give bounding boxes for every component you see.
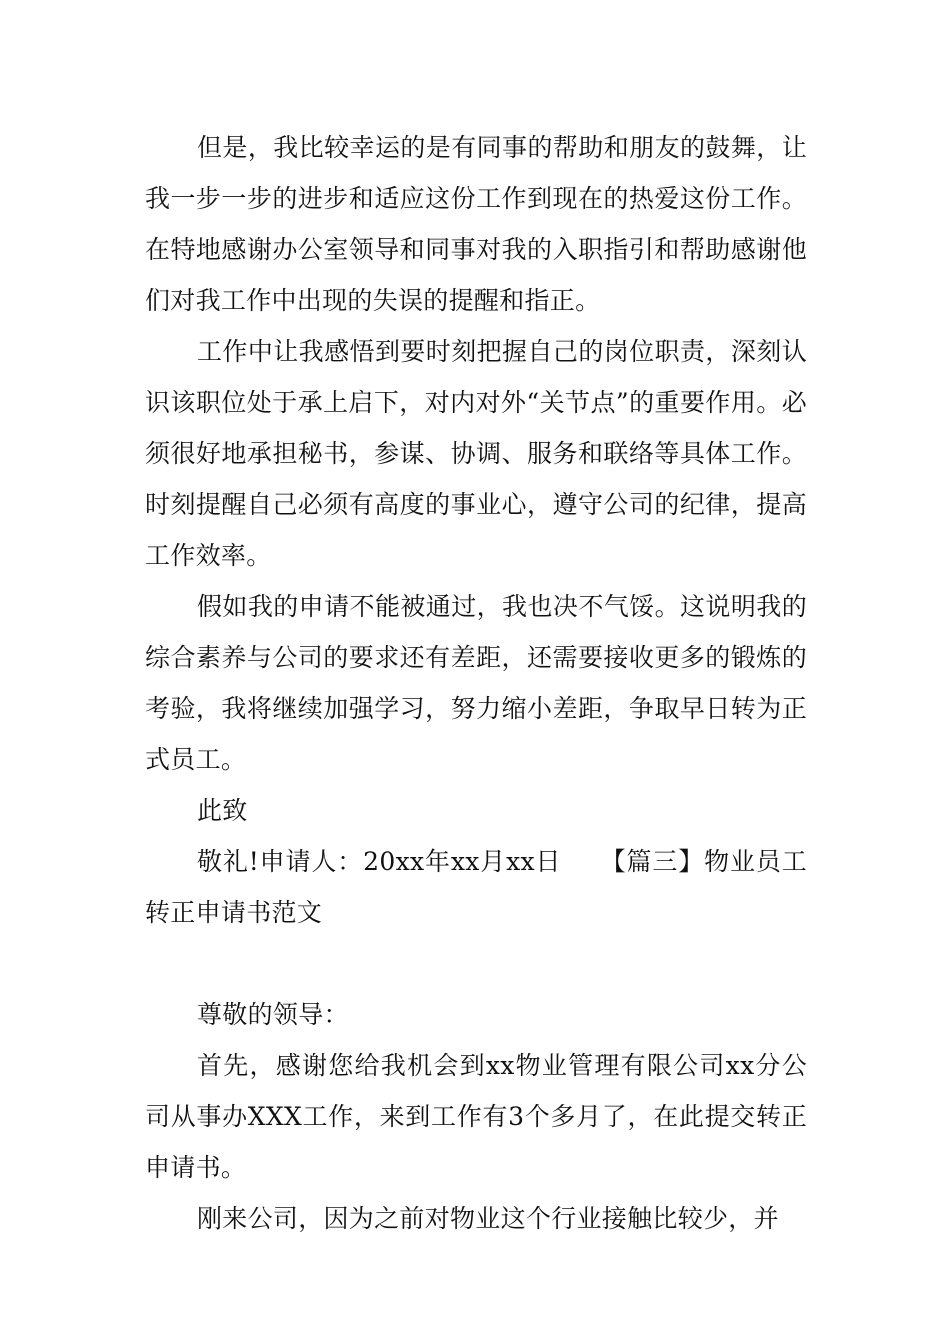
paragraph-intro: 首先，感谢您给我机会到xx物业管理有限公司xx分公司从事办XXX工作，来到工作有3个多月了，在此提交转正申请书。: [145, 1051, 807, 1182]
closing-line: 此致: [197, 796, 248, 825]
signature-and-section-title: 敬礼!申请人：20xx年xx月xx日 【篇三】物业员工转正申请书范文: [145, 847, 807, 927]
paragraph-gratitude: 但是，我比较幸运的是有同事的帮助和朋友的鼓舞，让我一步一步的进步和适应这份工作到现在的热爱这份工作。在特地感谢办公室领导和同事对我的入职指引和帮助感谢他们对我工作中出现的失误的提醒和指正。: [145, 133, 807, 315]
salutation: 尊敬的领导：: [197, 1000, 349, 1029]
document-page: [145, 122, 807, 1244]
paragraph-resolve: 假如我的申请不能被通过，我也决不气馁。这说明我的综合素养与公司的要求还有差距，还需要接收更多的锻炼的考验，我将继续加强学习，努力缩小差距，争取早日转为正式员工。: [145, 592, 807, 774]
paragraph-start: 刚来公司，因为之前对物业这个行业接触比较少，并: [197, 1204, 779, 1233]
paragraph-duties: 工作中让我感悟到要时刻把握自己的岗位职责，深刻认识该职位处于承上启下，对内对外“关节点”的重要作用。必须很好地承担秘书，参谋、协调、服务和联络等具体工作。时刻提醒自己必须有高度的事业心，遵守公司的纪律，提高工作效率。: [145, 337, 807, 570]
blank-gap: [145, 938, 807, 989]
